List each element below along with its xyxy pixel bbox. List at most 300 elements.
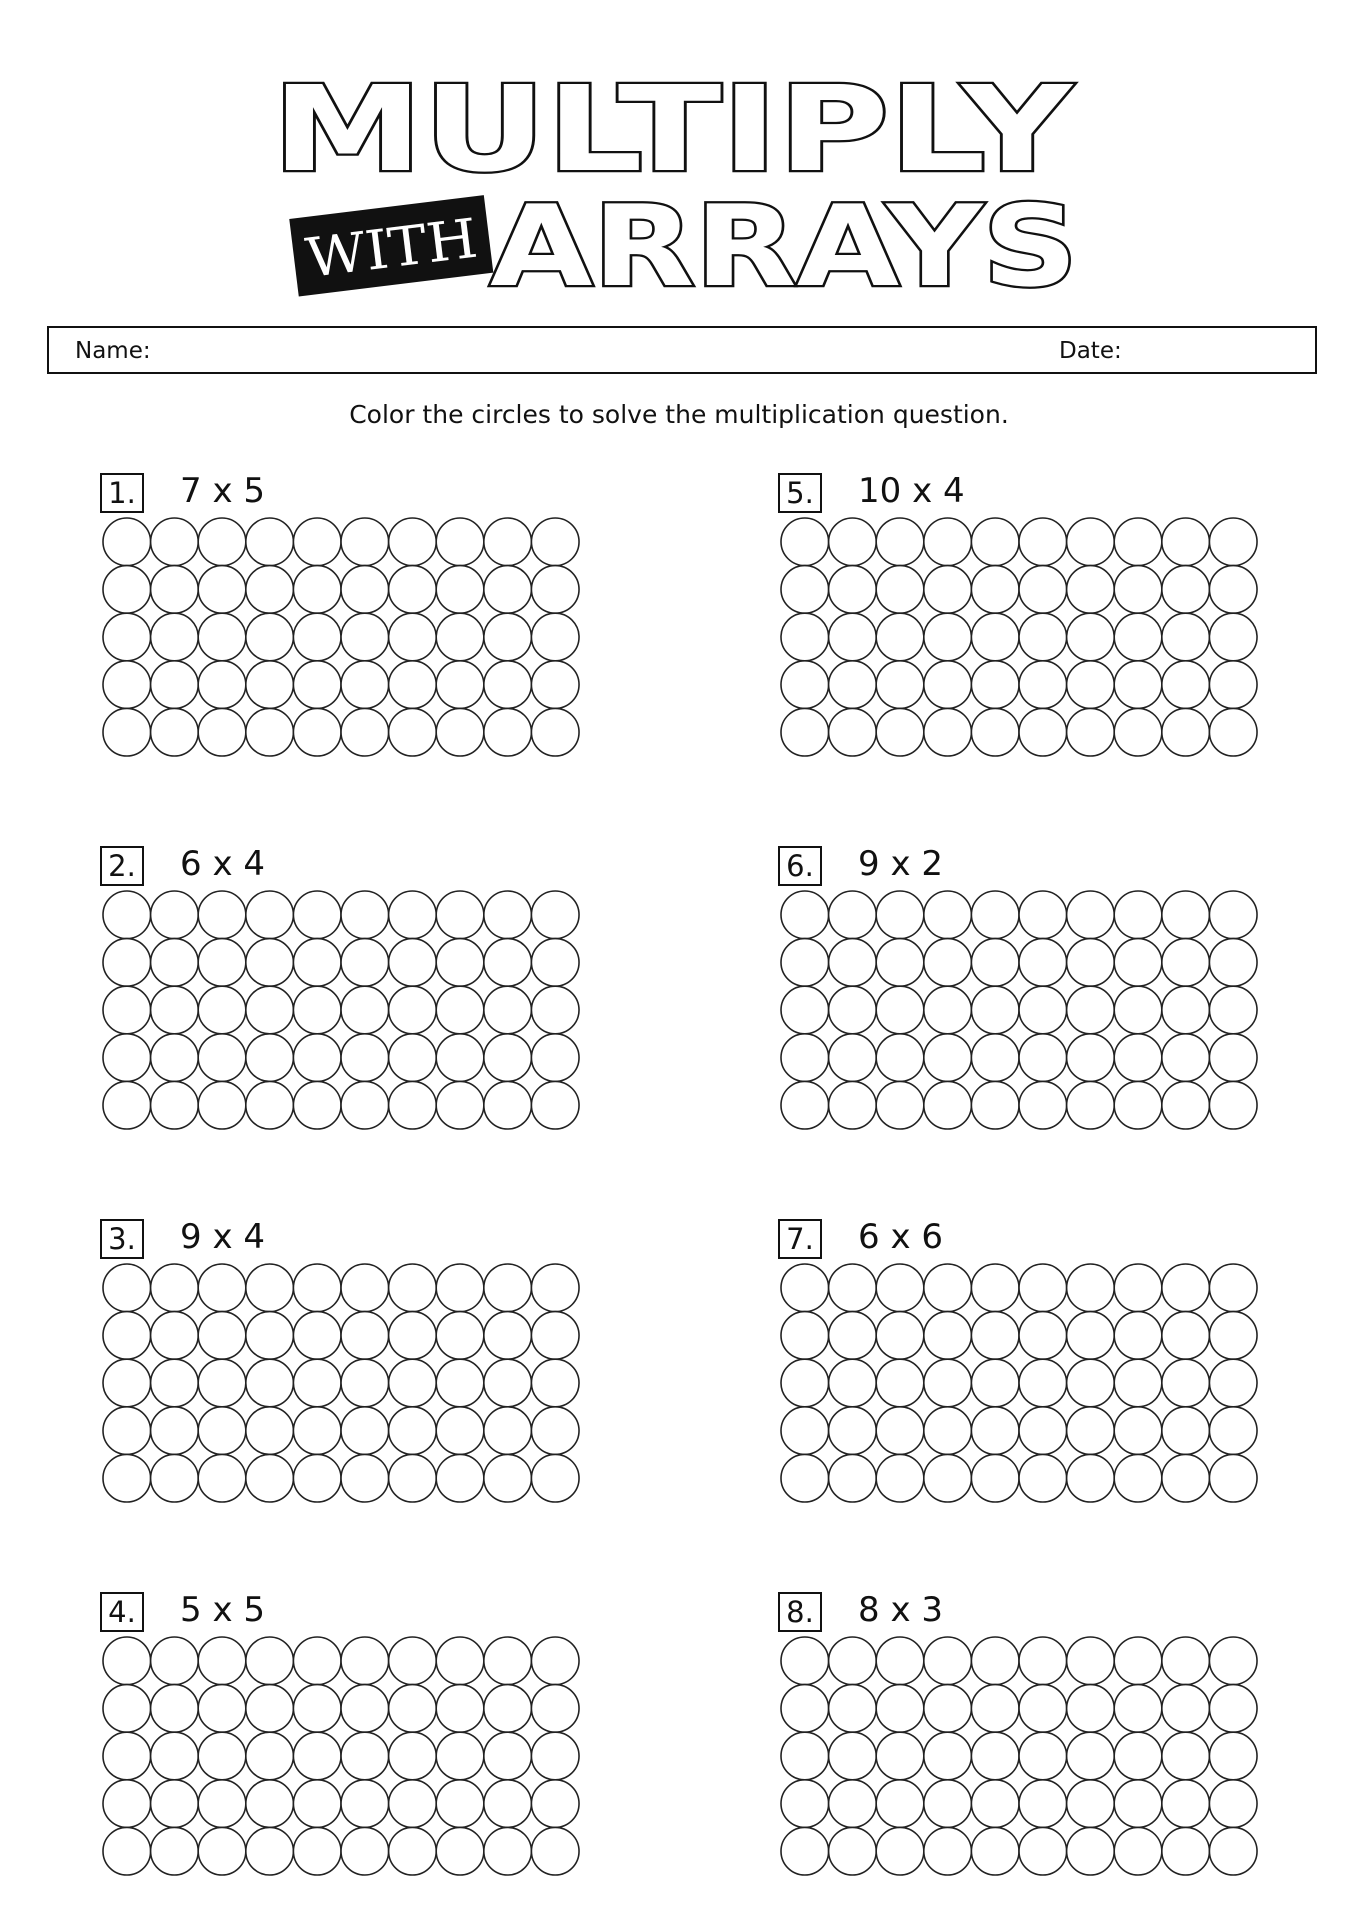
array-circle[interactable] <box>246 986 294 1034</box>
array-circle[interactable] <box>876 1081 924 1129</box>
array-circle[interactable] <box>531 1780 579 1828</box>
array-circle[interactable] <box>341 1264 389 1312</box>
array-circle[interactable] <box>1162 986 1210 1034</box>
array-circle[interactable] <box>293 1637 341 1685</box>
array-circle[interactable] <box>436 1312 484 1360</box>
array-circle[interactable] <box>876 613 924 661</box>
array-circle[interactable] <box>876 1827 924 1875</box>
array-circle[interactable] <box>436 986 484 1034</box>
array-circle[interactable] <box>971 1685 1019 1733</box>
array-circle[interactable] <box>781 986 829 1034</box>
array-circle[interactable] <box>1114 613 1162 661</box>
array-circle[interactable] <box>341 1312 389 1360</box>
array-circle[interactable] <box>531 1407 579 1455</box>
array-circle[interactable] <box>781 1732 829 1780</box>
array-circle[interactable] <box>924 1454 972 1502</box>
array-circle[interactable] <box>876 1359 924 1407</box>
array-circle[interactable] <box>829 1034 877 1082</box>
array-circle[interactable] <box>781 1637 829 1685</box>
array-circle[interactable] <box>293 1454 341 1502</box>
array-circle[interactable] <box>151 1454 199 1502</box>
array-circle[interactable] <box>246 566 294 614</box>
array-circle[interactable] <box>1209 1081 1257 1129</box>
array-circle[interactable] <box>103 1407 151 1455</box>
array-circle[interactable] <box>389 1081 437 1129</box>
array-circle[interactable] <box>198 1359 246 1407</box>
array-circle[interactable] <box>341 1359 389 1407</box>
array-circle[interactable] <box>971 1034 1019 1082</box>
array-circle[interactable] <box>198 1637 246 1685</box>
array-circle[interactable] <box>389 1359 437 1407</box>
array-circle[interactable] <box>1114 518 1162 566</box>
array-circle[interactable] <box>971 1312 1019 1360</box>
array-circle[interactable] <box>924 1827 972 1875</box>
array-circle[interactable] <box>103 1034 151 1082</box>
array-circle[interactable] <box>531 1454 579 1502</box>
array-circle[interactable] <box>829 613 877 661</box>
array-circle[interactable] <box>103 613 151 661</box>
array-circle[interactable] <box>1067 891 1115 939</box>
array-circle[interactable] <box>531 1827 579 1875</box>
array-circle[interactable] <box>876 986 924 1034</box>
array-circle[interactable] <box>531 708 579 756</box>
array-circle[interactable] <box>151 1732 199 1780</box>
array-circle[interactable] <box>246 1637 294 1685</box>
array-circle[interactable] <box>341 1407 389 1455</box>
array-circle[interactable] <box>1019 566 1067 614</box>
array-circle[interactable] <box>971 939 1019 987</box>
array-circle[interactable] <box>198 708 246 756</box>
array-circle[interactable] <box>1067 939 1115 987</box>
array-circle[interactable] <box>531 1637 579 1685</box>
array-circle[interactable] <box>151 1827 199 1875</box>
array-circle[interactable] <box>246 1359 294 1407</box>
array-circle[interactable] <box>971 891 1019 939</box>
array-circle[interactable] <box>341 1685 389 1733</box>
array-circle[interactable] <box>151 613 199 661</box>
array-circle[interactable] <box>781 891 829 939</box>
array-circle[interactable] <box>1162 613 1210 661</box>
array-circle[interactable] <box>924 1359 972 1407</box>
array-circle[interactable] <box>531 661 579 709</box>
array-circle[interactable] <box>829 939 877 987</box>
array-circle[interactable] <box>198 1685 246 1733</box>
array-circle[interactable] <box>1019 661 1067 709</box>
array-circle[interactable] <box>971 986 1019 1034</box>
array-circle[interactable] <box>389 1407 437 1455</box>
array-circle[interactable] <box>781 1685 829 1733</box>
array-circle[interactable] <box>103 1685 151 1733</box>
array-circle[interactable] <box>1067 1407 1115 1455</box>
array-circle[interactable] <box>971 1081 1019 1129</box>
array-circle[interactable] <box>341 1732 389 1780</box>
array-circle[interactable] <box>781 939 829 987</box>
array-circle[interactable] <box>103 708 151 756</box>
array-circle[interactable] <box>1209 1827 1257 1875</box>
array-circle[interactable] <box>436 1732 484 1780</box>
array-circle[interactable] <box>924 1081 972 1129</box>
array-circle[interactable] <box>103 518 151 566</box>
array-circle[interactable] <box>436 1780 484 1828</box>
array-circle[interactable] <box>876 1685 924 1733</box>
array-circle[interactable] <box>829 891 877 939</box>
array-circle[interactable] <box>246 1732 294 1780</box>
array-circle[interactable] <box>1209 1685 1257 1733</box>
array-circle[interactable] <box>1019 939 1067 987</box>
array-circle[interactable] <box>1114 1780 1162 1828</box>
array-circle[interactable] <box>293 1359 341 1407</box>
array-circle[interactable] <box>341 1827 389 1875</box>
array-circle[interactable] <box>1162 1827 1210 1875</box>
array-circle[interactable] <box>1114 708 1162 756</box>
array-circle[interactable] <box>876 518 924 566</box>
array-circle[interactable] <box>971 613 1019 661</box>
array-circle[interactable] <box>924 1407 972 1455</box>
array-circle[interactable] <box>1162 939 1210 987</box>
array-circle[interactable] <box>293 566 341 614</box>
array-circle[interactable] <box>151 1264 199 1312</box>
array-circle[interactable] <box>1162 1637 1210 1685</box>
array-circle[interactable] <box>389 1454 437 1502</box>
array-circle[interactable] <box>484 1081 532 1129</box>
array-circle[interactable] <box>341 1780 389 1828</box>
array-circle[interactable] <box>436 1359 484 1407</box>
array-circle[interactable] <box>389 708 437 756</box>
array-circle[interactable] <box>829 518 877 566</box>
array-circle[interactable] <box>341 1081 389 1129</box>
array-circle[interactable] <box>829 661 877 709</box>
array-circle[interactable] <box>876 1407 924 1455</box>
array-circle[interactable] <box>151 939 199 987</box>
array-circle[interactable] <box>1067 1312 1115 1360</box>
array-circle[interactable] <box>1162 1407 1210 1455</box>
array-circle[interactable] <box>341 566 389 614</box>
array-circle[interactable] <box>876 708 924 756</box>
array-circle[interactable] <box>1067 1264 1115 1312</box>
array-circle[interactable] <box>151 1637 199 1685</box>
array-circle[interactable] <box>1019 1264 1067 1312</box>
array-circle[interactable] <box>198 1827 246 1875</box>
array-circle[interactable] <box>531 891 579 939</box>
array-circle[interactable] <box>924 1034 972 1082</box>
array-circle[interactable] <box>1209 566 1257 614</box>
array-circle[interactable] <box>1019 518 1067 566</box>
array-circle[interactable] <box>103 939 151 987</box>
array-circle[interactable] <box>1114 1732 1162 1780</box>
array-circle[interactable] <box>829 1637 877 1685</box>
array-circle[interactable] <box>246 1685 294 1733</box>
array-circle[interactable] <box>198 1081 246 1129</box>
array-circle[interactable] <box>971 1264 1019 1312</box>
array-circle[interactable] <box>246 613 294 661</box>
array-circle[interactable] <box>876 1780 924 1828</box>
array-circle[interactable] <box>1162 1732 1210 1780</box>
array-circle[interactable] <box>341 661 389 709</box>
array-circle[interactable] <box>1019 986 1067 1034</box>
array-circle[interactable] <box>484 1637 532 1685</box>
array-circle[interactable] <box>198 986 246 1034</box>
array-circle[interactable] <box>436 1034 484 1082</box>
array-circle[interactable] <box>971 1827 1019 1875</box>
array-circle[interactable] <box>781 1827 829 1875</box>
array-circle[interactable] <box>1162 1312 1210 1360</box>
array-circle[interactable] <box>389 891 437 939</box>
array-circle[interactable] <box>1114 1034 1162 1082</box>
array-circle[interactable] <box>781 1454 829 1502</box>
array-circle[interactable] <box>293 613 341 661</box>
array-circle[interactable] <box>484 1685 532 1733</box>
array-circle[interactable] <box>484 1264 532 1312</box>
array-circle[interactable] <box>781 1312 829 1360</box>
array-circle[interactable] <box>103 1780 151 1828</box>
array-circle[interactable] <box>1114 1312 1162 1360</box>
array-circle[interactable] <box>103 1637 151 1685</box>
array-circle[interactable] <box>436 566 484 614</box>
array-circle[interactable] <box>924 1264 972 1312</box>
array-circle[interactable] <box>389 1827 437 1875</box>
array-circle[interactable] <box>971 1637 1019 1685</box>
array-circle[interactable] <box>246 1407 294 1455</box>
array-circle[interactable] <box>389 939 437 987</box>
array-circle[interactable] <box>484 1732 532 1780</box>
array-circle[interactable] <box>293 986 341 1034</box>
array-circle[interactable] <box>484 1454 532 1502</box>
array-circle[interactable] <box>1019 708 1067 756</box>
array-circle[interactable] <box>1067 661 1115 709</box>
array-circle[interactable] <box>198 1780 246 1828</box>
array-circle[interactable] <box>971 661 1019 709</box>
array-circle[interactable] <box>1067 986 1115 1034</box>
array-circle[interactable] <box>1209 939 1257 987</box>
array-circle[interactable] <box>484 986 532 1034</box>
array-circle[interactable] <box>436 661 484 709</box>
array-circle[interactable] <box>484 613 532 661</box>
array-circle[interactable] <box>829 1685 877 1733</box>
array-circle[interactable] <box>531 986 579 1034</box>
array-circle[interactable] <box>971 1407 1019 1455</box>
array-circle[interactable] <box>246 891 294 939</box>
array-circle[interactable] <box>829 1732 877 1780</box>
array-circle[interactable] <box>971 518 1019 566</box>
array-circle[interactable] <box>198 1454 246 1502</box>
array-circle[interactable] <box>198 1732 246 1780</box>
array-circle[interactable] <box>103 1081 151 1129</box>
array-circle[interactable] <box>198 1034 246 1082</box>
array-circle[interactable] <box>781 1359 829 1407</box>
array-circle[interactable] <box>484 661 532 709</box>
array-circle[interactable] <box>341 939 389 987</box>
array-circle[interactable] <box>436 613 484 661</box>
array-circle[interactable] <box>829 708 877 756</box>
array-circle[interactable] <box>151 1780 199 1828</box>
array-circle[interactable] <box>1162 891 1210 939</box>
array-circle[interactable] <box>1114 566 1162 614</box>
array-circle[interactable] <box>293 1264 341 1312</box>
array-circle[interactable] <box>341 986 389 1034</box>
array-circle[interactable] <box>1209 1407 1257 1455</box>
array-circle[interactable] <box>1067 613 1115 661</box>
array-circle[interactable] <box>151 566 199 614</box>
array-circle[interactable] <box>436 1685 484 1733</box>
array-circle[interactable] <box>829 1407 877 1455</box>
array-circle[interactable] <box>1019 1407 1067 1455</box>
array-circle[interactable] <box>1209 1780 1257 1828</box>
array-circle[interactable] <box>829 986 877 1034</box>
array-circle[interactable] <box>151 708 199 756</box>
array-circle[interactable] <box>246 708 294 756</box>
array-circle[interactable] <box>876 1637 924 1685</box>
array-circle[interactable] <box>198 661 246 709</box>
array-circle[interactable] <box>151 1081 199 1129</box>
array-circle[interactable] <box>293 1732 341 1780</box>
array-circle[interactable] <box>1114 891 1162 939</box>
array-circle[interactable] <box>876 1264 924 1312</box>
array-circle[interactable] <box>484 1780 532 1828</box>
array-circle[interactable] <box>1209 1312 1257 1360</box>
array-circle[interactable] <box>531 1034 579 1082</box>
array-circle[interactable] <box>876 891 924 939</box>
array-circle[interactable] <box>1209 986 1257 1034</box>
array-circle[interactable] <box>436 1081 484 1129</box>
array-circle[interactable] <box>1209 1034 1257 1082</box>
array-circle[interactable] <box>246 1454 294 1502</box>
array-circle[interactable] <box>971 1732 1019 1780</box>
array-circle[interactable] <box>876 1312 924 1360</box>
array-circle[interactable] <box>1019 1732 1067 1780</box>
array-circle[interactable] <box>246 1780 294 1828</box>
array-circle[interactable] <box>829 1780 877 1828</box>
array-circle[interactable] <box>484 939 532 987</box>
array-circle[interactable] <box>876 1732 924 1780</box>
array-circle[interactable] <box>341 1034 389 1082</box>
array-circle[interactable] <box>436 1407 484 1455</box>
array-circle[interactable] <box>1162 1264 1210 1312</box>
array-circle[interactable] <box>531 1081 579 1129</box>
array-circle[interactable] <box>341 708 389 756</box>
array-circle[interactable] <box>924 566 972 614</box>
array-circle[interactable] <box>829 1359 877 1407</box>
array-circle[interactable] <box>103 661 151 709</box>
array-circle[interactable] <box>389 986 437 1034</box>
array-circle[interactable] <box>781 1780 829 1828</box>
array-circle[interactable] <box>531 1732 579 1780</box>
array-circle[interactable] <box>198 613 246 661</box>
array-circle[interactable] <box>1114 1637 1162 1685</box>
array-circle[interactable] <box>781 1034 829 1082</box>
array-circle[interactable] <box>1209 1359 1257 1407</box>
array-circle[interactable] <box>103 1732 151 1780</box>
array-circle[interactable] <box>341 1637 389 1685</box>
array-circle[interactable] <box>389 1780 437 1828</box>
array-circle[interactable] <box>1209 708 1257 756</box>
array-circle[interactable] <box>876 939 924 987</box>
array-circle[interactable] <box>924 1732 972 1780</box>
array-circle[interactable] <box>531 1685 579 1733</box>
array-circle[interactable] <box>531 939 579 987</box>
array-circle[interactable] <box>1162 1359 1210 1407</box>
array-circle[interactable] <box>531 1264 579 1312</box>
array-circle[interactable] <box>1019 1637 1067 1685</box>
array-circle[interactable] <box>1162 518 1210 566</box>
array-circle[interactable] <box>781 661 829 709</box>
array-circle[interactable] <box>484 1359 532 1407</box>
array-circle[interactable] <box>829 566 877 614</box>
array-circle[interactable] <box>924 1780 972 1828</box>
array-circle[interactable] <box>876 566 924 614</box>
array-circle[interactable] <box>436 518 484 566</box>
array-circle[interactable] <box>151 661 199 709</box>
array-circle[interactable] <box>103 1359 151 1407</box>
array-circle[interactable] <box>484 1407 532 1455</box>
array-circle[interactable] <box>151 1407 199 1455</box>
array-circle[interactable] <box>103 891 151 939</box>
array-circle[interactable] <box>781 1264 829 1312</box>
array-circle[interactable] <box>1162 661 1210 709</box>
array-circle[interactable] <box>341 518 389 566</box>
array-circle[interactable] <box>103 566 151 614</box>
array-circle[interactable] <box>781 518 829 566</box>
array-circle[interactable] <box>436 1454 484 1502</box>
array-circle[interactable] <box>1067 1685 1115 1733</box>
array-circle[interactable] <box>484 566 532 614</box>
array-circle[interactable] <box>293 1827 341 1875</box>
array-circle[interactable] <box>1162 1081 1210 1129</box>
array-circle[interactable] <box>198 1264 246 1312</box>
array-circle[interactable] <box>1067 1081 1115 1129</box>
array-circle[interactable] <box>246 1034 294 1082</box>
array-circle[interactable] <box>484 518 532 566</box>
array-circle[interactable] <box>1067 1454 1115 1502</box>
array-circle[interactable] <box>198 518 246 566</box>
array-circle[interactable] <box>293 939 341 987</box>
array-circle[interactable] <box>829 1081 877 1129</box>
array-circle[interactable] <box>436 1827 484 1875</box>
array-circle[interactable] <box>1162 1685 1210 1733</box>
array-circle[interactable] <box>246 1081 294 1129</box>
array-circle[interactable] <box>971 566 1019 614</box>
array-circle[interactable] <box>829 1454 877 1502</box>
array-circle[interactable] <box>1067 566 1115 614</box>
array-circle[interactable] <box>924 1637 972 1685</box>
array-circle[interactable] <box>103 986 151 1034</box>
array-circle[interactable] <box>1162 1034 1210 1082</box>
array-circle[interactable] <box>389 1732 437 1780</box>
array-circle[interactable] <box>924 1312 972 1360</box>
array-circle[interactable] <box>293 1034 341 1082</box>
array-circle[interactable] <box>389 613 437 661</box>
array-circle[interactable] <box>1019 1081 1067 1129</box>
array-circle[interactable] <box>293 661 341 709</box>
array-circle[interactable] <box>293 891 341 939</box>
array-circle[interactable] <box>293 708 341 756</box>
array-circle[interactable] <box>293 1685 341 1733</box>
array-circle[interactable] <box>484 891 532 939</box>
array-circle[interactable] <box>1114 1081 1162 1129</box>
array-circle[interactable] <box>246 518 294 566</box>
array-circle[interactable] <box>1114 1264 1162 1312</box>
array-circle[interactable] <box>103 1454 151 1502</box>
array-circle[interactable] <box>924 986 972 1034</box>
array-circle[interactable] <box>781 708 829 756</box>
array-circle[interactable] <box>1067 1359 1115 1407</box>
array-circle[interactable] <box>1019 1827 1067 1875</box>
array-circle[interactable] <box>1114 939 1162 987</box>
array-circle[interactable] <box>1067 1732 1115 1780</box>
array-circle[interactable] <box>781 613 829 661</box>
array-circle[interactable] <box>1019 1685 1067 1733</box>
array-circle[interactable] <box>829 1264 877 1312</box>
array-circle[interactable] <box>924 661 972 709</box>
